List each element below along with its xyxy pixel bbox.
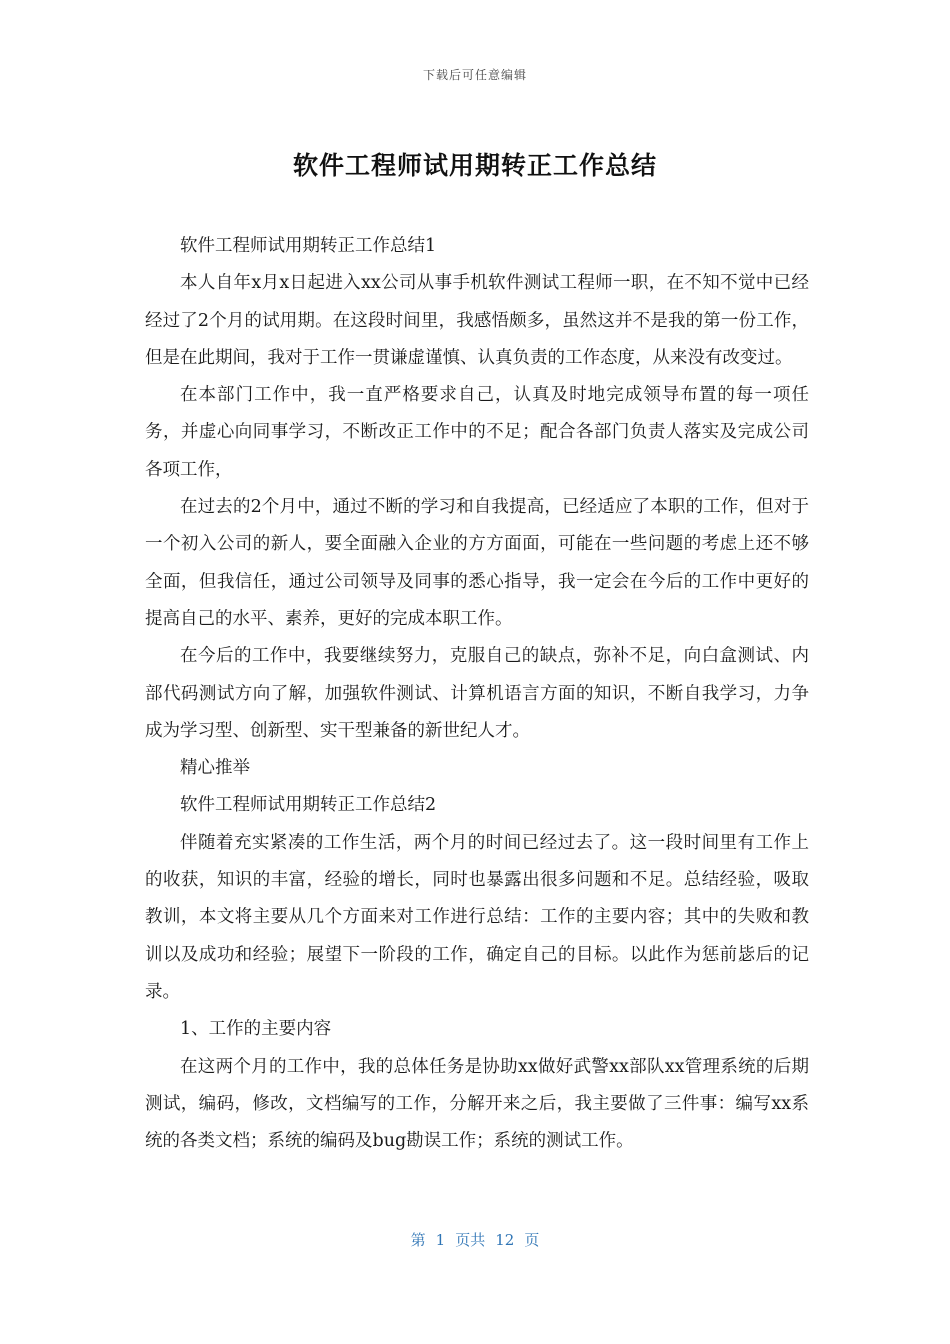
paragraph: 在今后的工作中，我要继续努力，克服自己的缺点，弥补不足，向白盒测试、内部代码测试方向了解，加强软件测试、计算机语言方面的知识，不断自我学习，力争成为学习型、创新型、实干型兼备的新世纪人才。	[145, 646, 809, 741]
document-body	[145, 228, 809, 1160]
recommend-label: 精心推举	[180, 758, 250, 779]
paragraph: 伴随着充实紧凑的工作生活，两个月的时间已经过去了。这一段时间里有工作上的收获，知识的丰富，经验的增长，同时也暴露出很多问题和不足。总结经验，吸取教训，本文将主要从几个方面来对工作进行总结：工作的主要内容；其中的失败和教训以及成功和经验；展望下一阶段的工作，确定自己的目标。以此作为惩前毖后的记录。	[145, 832, 809, 1002]
paragraph: 在过去的2个月中，通过不断的学习和自我提高，已经适应了本职的工作，但对于一个初入公司的新人，要全面融入企业的方方面面，可能在一些问题的考虑上还不够全面，但我信任，通过公司领导及同事的悉心指导，我一定会在今后的工作中更好的提高自己的水平、素养，更好的完成本职工作。	[145, 497, 809, 629]
footer-total-pages: 12	[495, 1231, 515, 1249]
footer-middle: 页共	[455, 1231, 486, 1249]
footer-suffix: 页	[524, 1231, 540, 1249]
section-heading-2: 软件工程师试用期转正工作总结2	[180, 795, 437, 816]
document-title: 软件工程师试用期转正工作总结	[292, 151, 657, 180]
paragraph: 在本部门工作中，我一直严格要求自己，认真及时地完成领导布置的每一项任务，并虚心向同事学习，不断改正工作中的不足；配合各部门负责人落实及完成公司各项工作，	[145, 385, 809, 480]
subheading: 1、工作的主要内容	[180, 1019, 332, 1040]
page-footer	[0, 1229, 950, 1250]
header-note: 下载后可任意编辑	[422, 68, 527, 82]
paragraph: 在这两个月的工作中，我的总体任务是协助xx做好武警xx部队xx管理系统的后期测试，编码，修改，文档编写的工作，分解开来之后，我主要做了三件事：编写xx系统的各类文档；系统的编码及bug勘误工作；系统的测试工作。	[145, 1056, 809, 1152]
footer-prefix: 第	[410, 1231, 426, 1249]
paragraph: 本人自年x月x日起进入xx公司从事手机软件测试工程师一职，在不知不觉中已经经过了2个月的试用期。在这段时间里，我感悟颇多，虽然这并不是我的第一份工作，但是在此期间，我对于工作一贯谦虚谨慎、认真负责的工作态度，从来没有改变过。	[145, 273, 809, 368]
footer-page-number: 1	[435, 1231, 446, 1249]
section-heading-1: 软件工程师试用期转正工作总结1	[180, 236, 437, 256]
